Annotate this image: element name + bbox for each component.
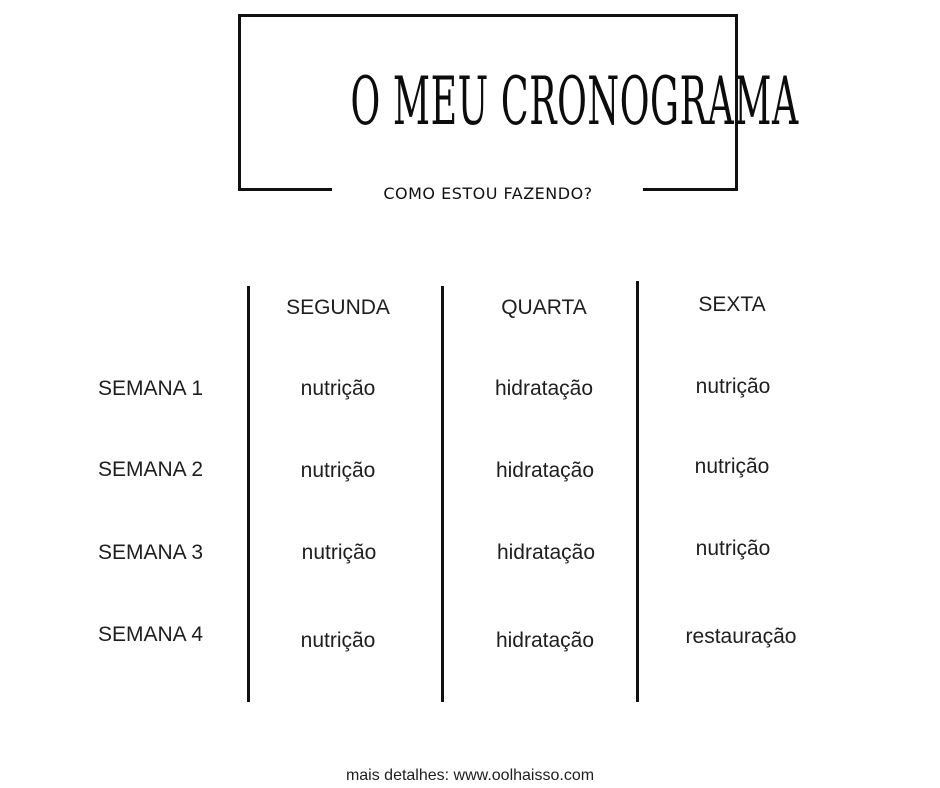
footer-link-text: mais detalhes: www.oolhaisso.com [345,767,595,784]
column-divider-3 [636,281,639,702]
schedule-cell: nutrição [695,537,771,560]
column-header-sexta: SEXTA [698,293,766,316]
schedule-cell: nutrição [300,629,376,652]
row-label-semana-2: SEMANA 2 [98,458,204,481]
title-frame-bottom-right [643,188,738,191]
row-label-semana-4: SEMANA 4 [98,623,204,646]
schedule-cell: nutrição [300,459,376,482]
page-subtitle: COMO ESTOU FAZENDO? [383,184,593,203]
schedule-cell: nutrição [300,377,376,400]
row-label-semana-3: SEMANA 3 [98,541,204,564]
column-header-quarta: QUARTA [501,296,587,319]
column-divider-2 [441,286,444,702]
page-title: O MEU CRONOGRAMA [350,63,799,140]
schedule-cell: nutrição [301,541,377,564]
schedule-cell: hidratação [494,377,594,400]
row-label-semana-1: SEMANA 1 [98,377,204,400]
schedule-cell: nutrição [695,375,771,398]
column-divider-1 [247,286,250,702]
title-frame-bottom-left [238,188,332,191]
schedule-cell: restauração [685,625,797,648]
schedule-cell: hidratação [495,459,595,482]
schedule-cell: nutrição [694,455,770,478]
schedule-cell: hidratação [496,541,596,564]
column-header-segunda: SEGUNDA [286,296,390,319]
schedule-cell: hidratação [495,629,595,652]
